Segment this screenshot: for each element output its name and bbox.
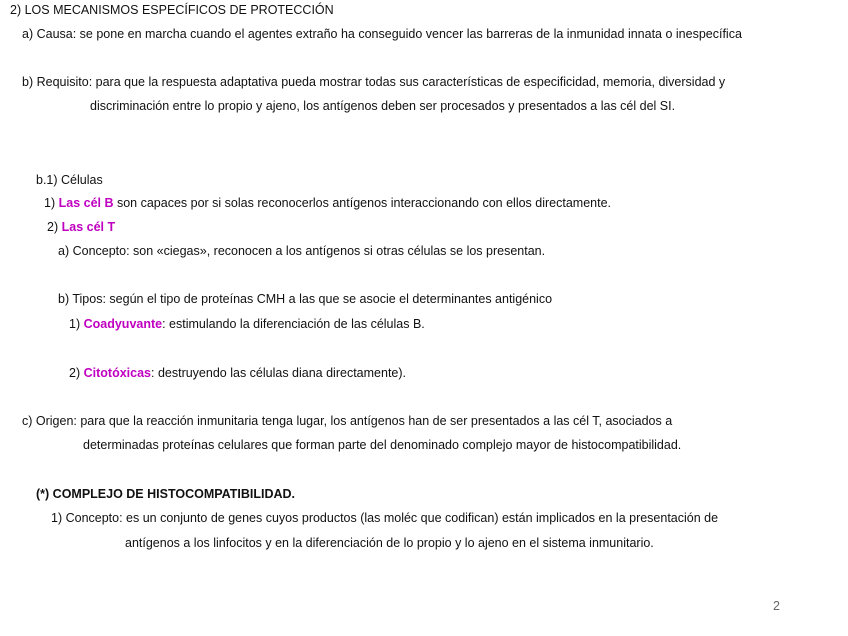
item-number: 1) <box>44 196 56 210</box>
origen-line-1: c) Origen: para que la reacción inmunitaria tenga lugar, los antígenos han de ser presentados a las cél T, asociados a <box>22 414 673 428</box>
requisito-line-1: b) Requisito: para que la respuesta adaptativa pueda mostrar todas sus características de especificidad, memoria, diversidad y <box>22 75 726 89</box>
requisito-line-2: discriminación entre lo propio y ajeno, los antígenos deben ser procesados y presentados a las cél del SI. <box>90 99 676 113</box>
cel-t-highlight: Las cél T <box>61 220 116 234</box>
celulas-subtitle: b.1) Células <box>36 173 103 187</box>
item-cel-t <box>47 219 115 235</box>
citotoxicas-highlight: Citotóxicas <box>83 366 151 380</box>
item-number: 2) <box>47 220 59 234</box>
coadyuvante-text: : estimulando la diferenciación de las células B. <box>162 317 425 331</box>
citotoxicas-text: : destruyendo las células diana directamente). <box>151 366 407 380</box>
item-cel-b <box>44 195 611 211</box>
page-number: 2 <box>773 599 780 613</box>
section-title: 2) LOS MECANISMOS ESPECÍFICOS DE PROTECCIÓN <box>10 3 334 17</box>
cel-b-highlight: Las cél B <box>58 196 114 210</box>
complejo-title: (*) COMPLEJO DE HISTOCOMPATIBILIDAD. <box>36 487 296 501</box>
coadyuvante-highlight: Coadyuvante <box>83 317 163 331</box>
tipos-line: b) Tipos: según el tipo de proteínas CMH a las que se asocie el determinantes antigénico <box>58 292 553 306</box>
complejo-line-1: 1) Concepto: es un conjunto de genes cuyos productos (las moléc que codifican) están implicados en la presentación de <box>51 511 719 525</box>
cel-b-text: son capaces por si solas reconocerlos antígenos interaccionando con ellos directamente. <box>113 196 612 210</box>
item-number: 1) <box>69 317 81 331</box>
complejo-line-2: antígenos a los linfocitos y en la diferenciación de lo propio y lo ajeno en el sistema inmunitario. <box>125 536 654 550</box>
causa-line: a) Causa: se pone en marcha cuando el agentes extraño ha conseguido vencer las barreras de la inmunidad innata o inespecífica <box>22 27 742 41</box>
concepto-line: a) Concepto: son «ciegas», reconocen a los antígenos si otras células se los presentan. <box>58 244 546 258</box>
item-number: 2) <box>69 366 81 380</box>
tipo-citotoxicas <box>69 365 406 381</box>
origen-line-2: determinadas proteínas celulares que forman parte del denominado complejo mayor de histocompatibilidad. <box>83 438 682 452</box>
tipo-coadyuvante <box>69 316 425 332</box>
